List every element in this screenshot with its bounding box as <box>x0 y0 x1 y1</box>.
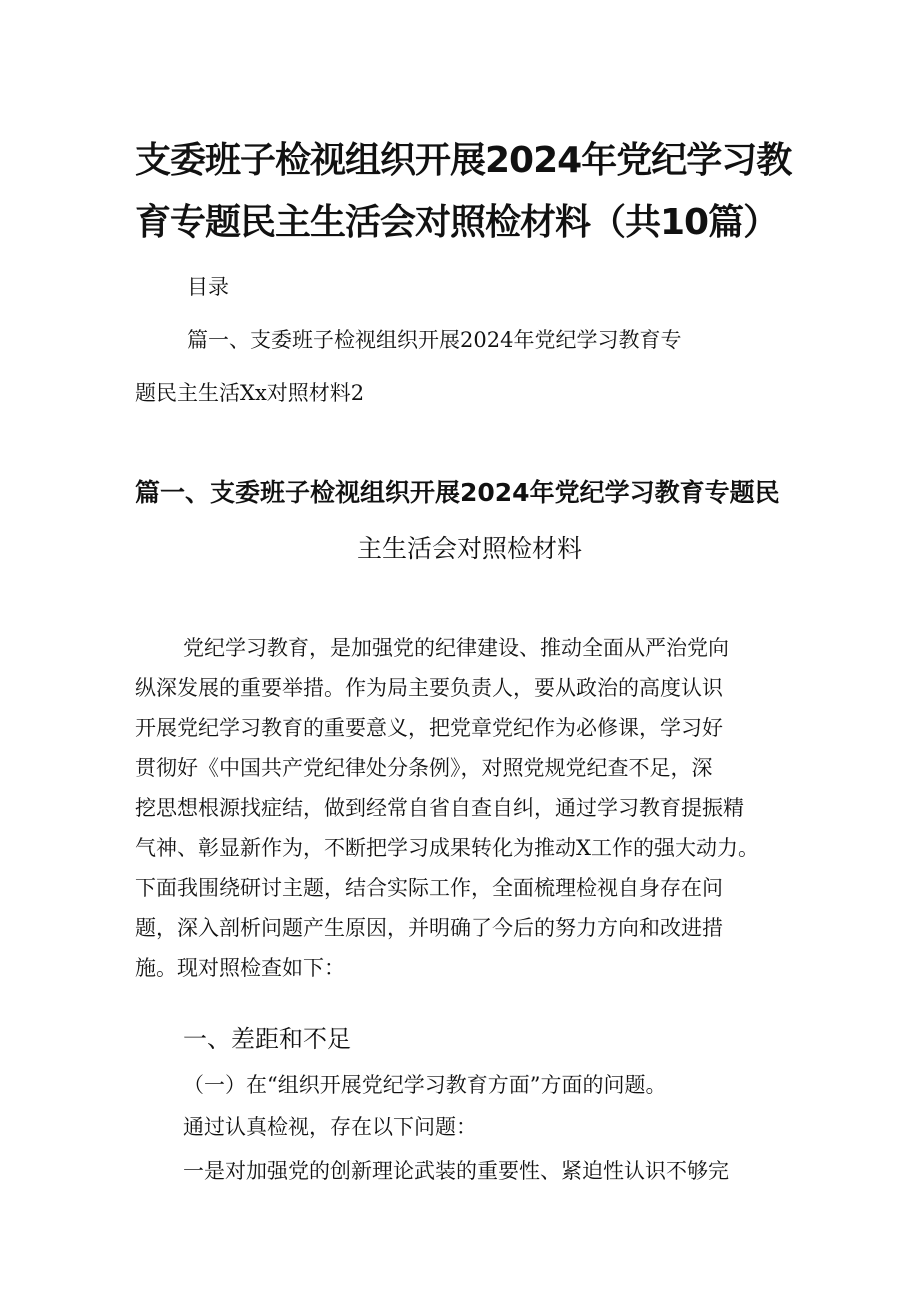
intro-line: 通过认真检视，存在以下问题： <box>183 1115 477 1139</box>
section-heading: 一、差距和不足 <box>183 1025 351 1053</box>
body-line: 纵深发展的重要举措。作为局主要负责人，要从政治的高度认识 <box>135 676 723 700</box>
body-paragraph <box>135 628 795 988</box>
document-title <box>135 130 792 254</box>
toc-label: 目录 <box>187 275 229 299</box>
title-line-2: 育专题民主生活会对照检材料（共10篇） <box>135 202 779 243</box>
chapter-heading-line-2: 主生活会对照检材料 <box>357 534 583 563</box>
body-line: 下面我围绕研讨主题，结合实际工作，全面梳理检视自身存在问 <box>135 876 723 900</box>
subsection-heading: （一）在“组织开展党纪学习教育方面”方面的问题。 <box>183 1073 667 1097</box>
body-line: 开展党纪学习教育的重要意义，把党章党纪作为必修课，学习好 <box>135 716 723 740</box>
body-line: 题，深入剖析问题产生原因，并明确了今后的努力方向和改进措 <box>135 916 723 940</box>
toc-entry-line-1[interactable]: 篇一、支委班子检视组织开展2024年党纪学习教育专 <box>187 328 682 352</box>
title-line-1: 支委班子检视组织开展2024年党纪学习教 <box>135 140 792 181</box>
body-line: 贯彻好《中国共产党纪律处分条例》，对照党规党纪查不足，深 <box>135 756 713 780</box>
body-line: 党纪学习教育，是加强党的纪律建设、推动全面从严治党向 <box>183 636 729 660</box>
body-line: 挖思想根源找症结，做到经常自省自查自纠，通过学习教育提振精 <box>135 796 744 820</box>
body-line: 气神、彰显新作为，不断把学习成果转化为推动X工作的强大动力。 <box>135 836 759 860</box>
toc-entry-line-2[interactable]: 题民主生活Xx对照材料2 <box>135 381 365 405</box>
body-line: 施。现对照检查如下： <box>135 956 345 980</box>
first-point-line: 一是对加强党的创新理论武装的重要性、紧迫性认识不够完 <box>183 1159 729 1183</box>
chapter-heading-line-1: 篇一、支委班子检视组织开展2024年党纪学习教育专题民 <box>135 478 780 507</box>
